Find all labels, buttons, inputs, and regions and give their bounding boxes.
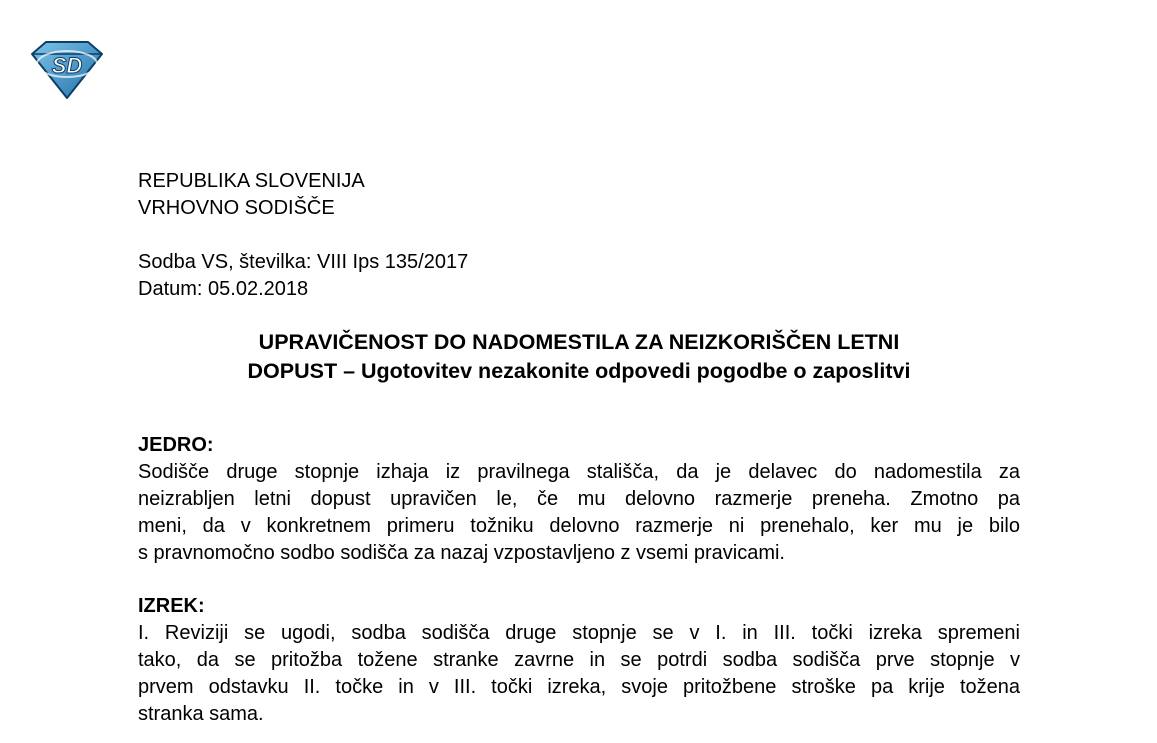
case-date: Datum: 05.02.2018 — [138, 278, 309, 300]
jedro-line: s pravnomočno sodbo sodišča za nazaj vzpostavljeno z vsemi pravicami. — [138, 542, 785, 564]
sd-diamond-logo-icon — [30, 40, 104, 100]
section-jedro — [138, 432, 1020, 567]
header-republic: REPUBLIKA SLOVENIJA — [138, 170, 365, 192]
court-logo — [30, 40, 104, 100]
jedro-heading: JEDRO: — [138, 434, 214, 456]
jedro-line: Sodišče druge stopnje izhaja iz pravilnega stališča, da je delavec do nadomestila za — [138, 461, 1020, 483]
logo-letters: SD — [51, 53, 83, 78]
case-number: Sodba VS, številka: VIII Ips 135/2017 — [138, 251, 469, 273]
izrek-paragraph — [138, 620, 1020, 728]
izrek-line: I. Reviziji se ugodi, sodba sodišča druge stopnje se v I. in III. točki izreka spremeni — [138, 622, 1020, 644]
izrek-line: stranka sama. — [138, 703, 264, 725]
section-izrek — [138, 593, 1020, 728]
izrek-heading: IZREK: — [138, 595, 205, 617]
document-body — [138, 168, 1020, 728]
document-title — [138, 328, 1020, 386]
jedro-line: neizrabljen letni dopust upravičen le, če mu delovno razmerje preneha. Zmotno pa — [138, 488, 1020, 510]
title-line-1: UPRAVIČENOST DO NADOMESTILA ZA NEIZKORIŠČEN LETNI — [258, 330, 900, 354]
case-meta — [138, 249, 1020, 303]
title-line-2: DOPUST – Ugotovitev nezakonite odpovedi pogodbe o zaposlitvi — [247, 359, 911, 383]
jedro-paragraph — [138, 459, 1020, 567]
izrek-line: prvem odstavku II. točke in v III. točki izreka, svoje pritožbene stroške pa krije tožena — [138, 676, 1020, 698]
header-court: VRHOVNO SODIŠČE — [138, 197, 335, 219]
izrek-line: tako, da se pritožba tožene stranke zavrne in se potrdi sodba sodišča prve stopnje v — [138, 649, 1020, 671]
jedro-line: meni, da v konkretnem primeru tožniku delovno razmerje ni prenehalo, ker mu je bilo — [138, 515, 1020, 537]
